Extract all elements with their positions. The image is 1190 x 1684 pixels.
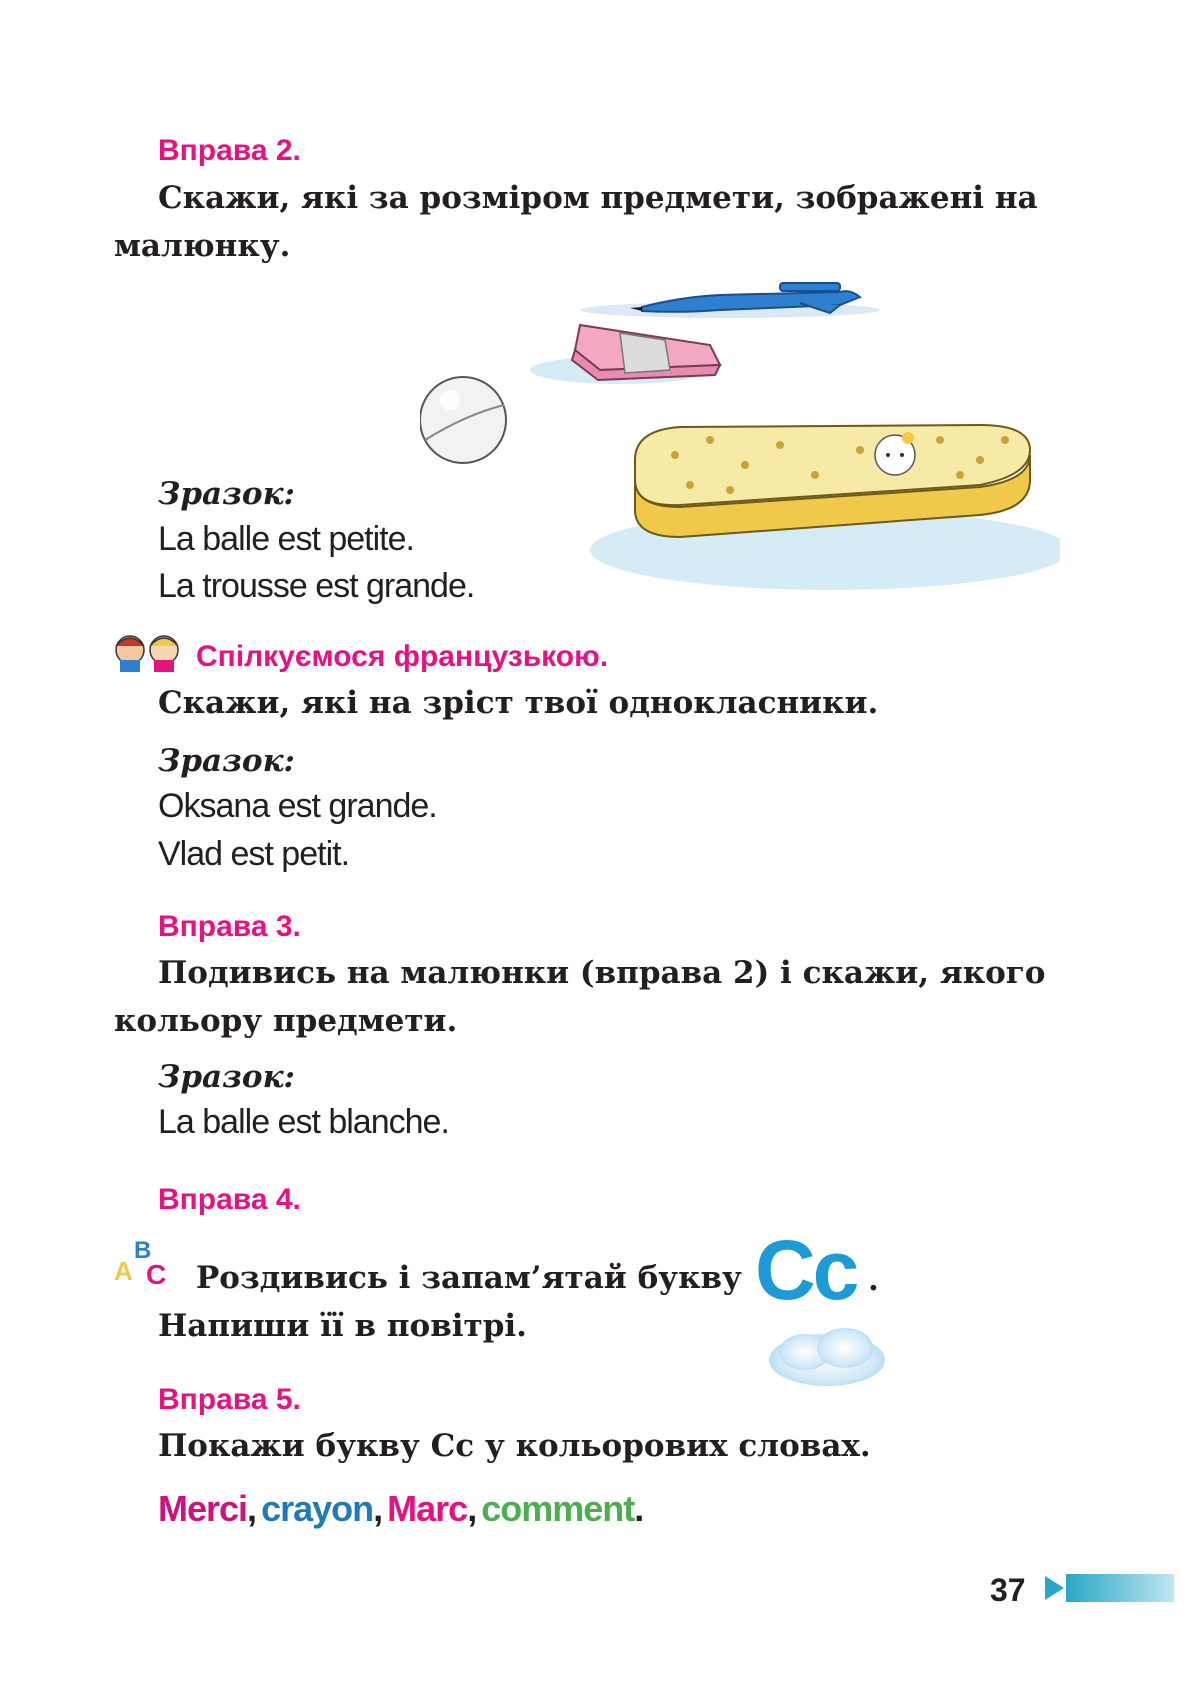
- speak-french-heading: Спілкуємося французькою.: [196, 640, 609, 673]
- letter-cc: Cc: [755, 1223, 857, 1317]
- colored-word: Merci: [158, 1488, 248, 1529]
- page-number: 37: [990, 1572, 1026, 1608]
- exercise-2-task-line2: малюнку.: [114, 228, 291, 264]
- pen-icon: [580, 283, 880, 318]
- speak-french-task: Скажи, які на зріст твої однокласники.: [158, 685, 879, 721]
- exercise-3-heading: Вправа 3.: [158, 910, 301, 943]
- children-speaking-icon: [112, 630, 184, 672]
- speak-french-sample-label: Зразок:: [158, 743, 296, 779]
- svg-text:A: A: [114, 1256, 133, 1286]
- exercise-2-sample-1: La balle est petite.: [158, 520, 414, 558]
- speak-french-sample-2: Vlad est petit.: [158, 835, 350, 873]
- exercise-5-task: Покажи букву Cc у кольорових словах.: [158, 1428, 871, 1464]
- exercise-3-task-line1: Подивись на малюнки (вправа 2) і скажи, якого: [158, 955, 1046, 991]
- svg-text:C: C: [146, 1259, 167, 1288]
- exercise-2-task-line1: Скажи, які за розміром предмети, зображені на: [158, 180, 1038, 216]
- svg-text:B: B: [134, 1237, 152, 1264]
- pencil-case-icon: [590, 425, 1060, 590]
- ball-icon: [420, 377, 506, 463]
- exercise-3-sample-label: Зразок:: [158, 1059, 296, 1095]
- exercise-4-heading: Вправа 4.: [158, 1183, 301, 1216]
- exercise-2-sample-2: La trousse est grande.: [158, 567, 475, 605]
- exercise-4-task-line2: Напиши її в повітрі.: [158, 1308, 527, 1344]
- speak-french-sample-1: Oksana est grande.: [158, 787, 437, 825]
- cloud-icon: [765, 1322, 890, 1390]
- exercise-4-task-line1: Роздивись і запам’ятай букву: [196, 1260, 742, 1296]
- exercise-2-sample-label: Зразок:: [158, 476, 296, 512]
- colored-word: comment: [481, 1488, 635, 1529]
- colored-word: crayon: [261, 1488, 374, 1529]
- school-items-illustration: [420, 275, 1060, 605]
- exercise-5-heading: Вправа 5.: [158, 1383, 301, 1416]
- colored-word: Marc: [387, 1488, 468, 1529]
- letter-period: .: [868, 1262, 879, 1298]
- page-footer-bar: [1066, 1574, 1174, 1602]
- exercise-3-task-line2: кольору предмети.: [114, 1003, 458, 1039]
- abc-blocks-icon: [114, 1236, 184, 1288]
- colored-words-list: Merci, crayon, Marc, comment.: [158, 1488, 645, 1529]
- page-arrow-icon: [1043, 1575, 1065, 1601]
- exercise-3-sample-1: La balle est blanche.: [158, 1103, 449, 1141]
- eraser-icon: [530, 325, 720, 384]
- exercise-2-heading: Вправа 2.: [158, 134, 301, 167]
